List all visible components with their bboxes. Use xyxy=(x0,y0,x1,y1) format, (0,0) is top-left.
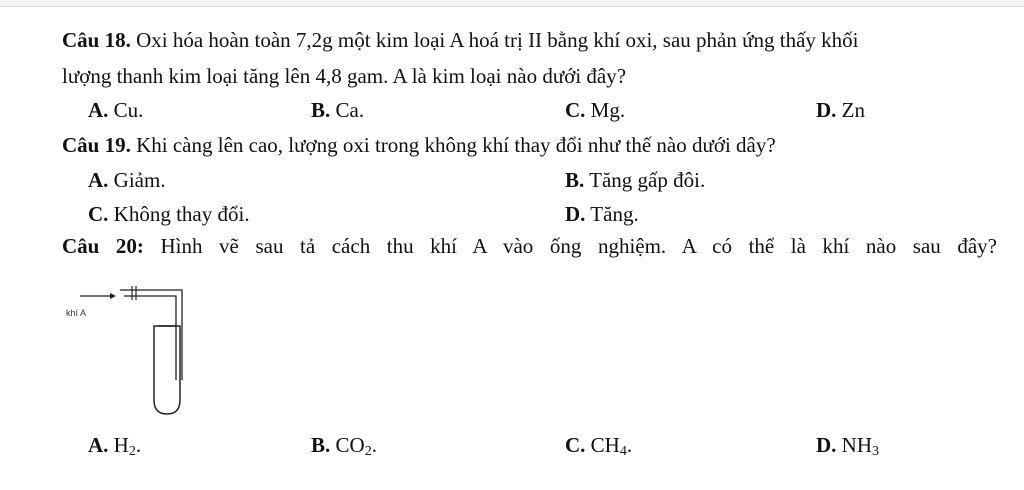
q20-line xyxy=(62,233,997,259)
top-toolbar-edge xyxy=(0,0,1024,7)
q18-option-b: B. Ca. xyxy=(311,98,365,122)
q20-option-a: A. $H_2$. xyxy=(88,433,142,459)
q19-text: Khi càng lên cao, lượng oxi trong không khí thay đổi như thế nào dưới dây? xyxy=(130,133,776,157)
q20-option-b: B. $CO_2$. xyxy=(311,433,377,459)
q18-text-line-1: Oxi hóa hoàn toàn 7,2g một kim loại A hoá trị II bằng khí oxi, sau phản ứng thấy khối xyxy=(130,28,859,52)
q18-text-line-2: lượng thanh kim loại tăng lên 4,8 gam. A là kim loại nào dưới đây? xyxy=(62,64,627,88)
q20-option-d: D. $NH_3$ xyxy=(816,433,880,459)
delivery-tube-outer xyxy=(120,290,182,380)
q20-label: Câu 20: xyxy=(62,234,144,258)
q18-option-c: C. Mg. xyxy=(565,98,626,122)
q18-option-d: D. Zn xyxy=(816,98,865,122)
q18-label: Câu 18. xyxy=(62,28,131,52)
q20-option-c: C. $CH_4$. xyxy=(565,433,633,459)
q20-text: Hình vẽ sau tả cách thu khí A vào ống nghiệm. A có thể là khí nào sau đây? xyxy=(143,234,998,258)
q19-option-c: C. Không thay đổi. xyxy=(88,202,250,226)
q18-option-a: A. Cu. xyxy=(88,98,144,122)
delivery-tube-inner xyxy=(124,296,176,380)
q19-label: Câu 19. xyxy=(62,133,131,157)
q19-option-d: D. Tăng. xyxy=(565,202,639,226)
arrow-head-icon xyxy=(110,293,116,299)
q19-line xyxy=(62,132,776,158)
q18-line-2 xyxy=(62,63,626,89)
gas-collection-diagram xyxy=(58,280,198,420)
q19-option-a: A. Giảm. xyxy=(88,168,166,192)
q19-option-b: B. Tăng gấp đôi. xyxy=(565,168,706,192)
q18-line-1 xyxy=(62,27,858,53)
gas-label: khí A xyxy=(66,308,87,318)
